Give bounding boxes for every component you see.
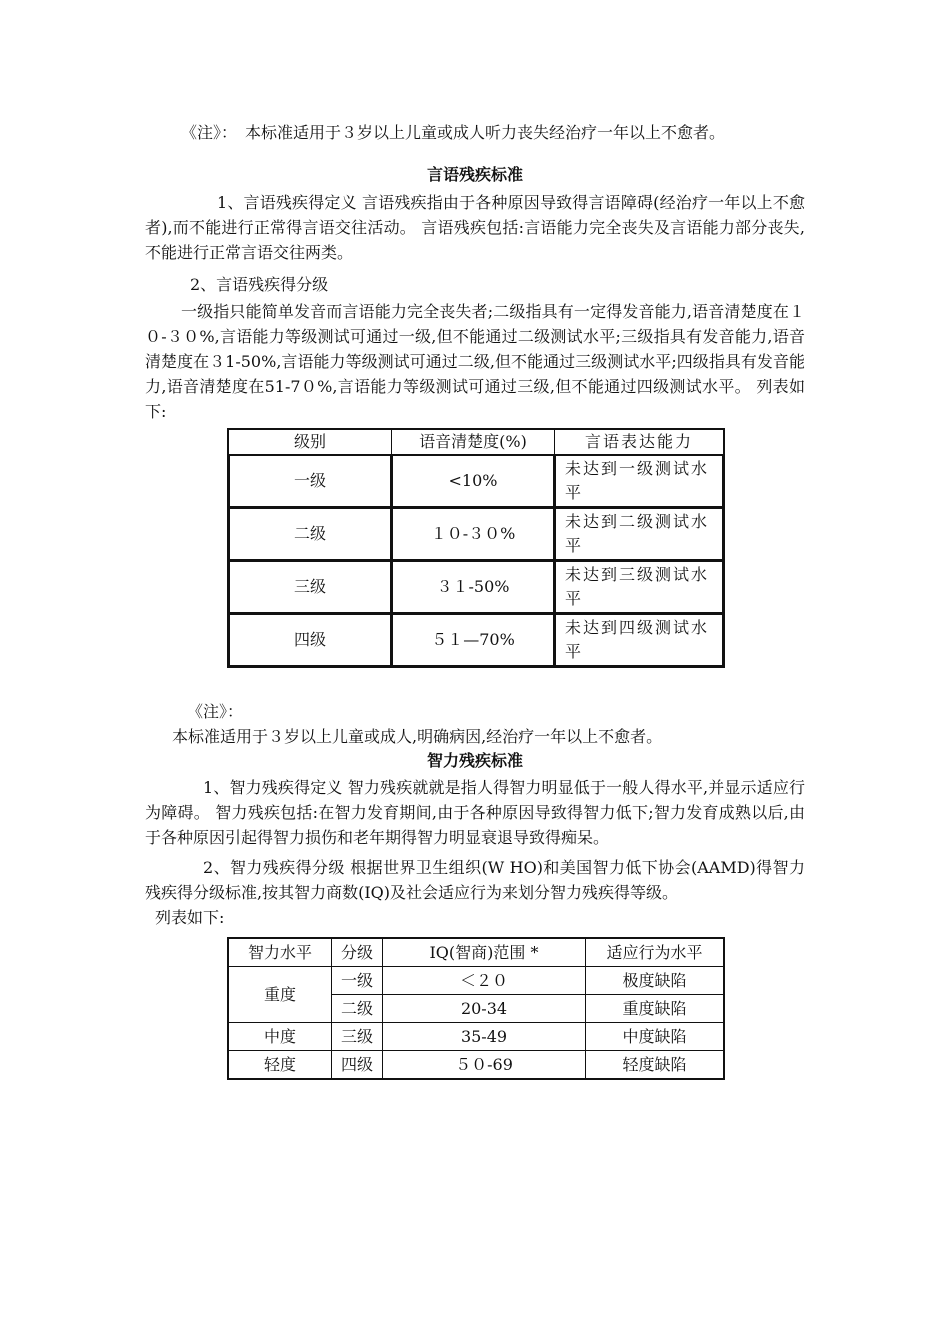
header-iq-range: IQ(智商)范围 *: [383, 938, 586, 967]
speech-grading-heading: 2、言语残疾得分级: [190, 275, 329, 294]
cell-iq-range: 35-49: [383, 1023, 586, 1051]
cell-clarity: １０-３０%: [392, 508, 555, 561]
cell-expression: 未达到四级测试水平: [555, 614, 725, 668]
cell-grade: 三级: [332, 1023, 383, 1051]
cell-level: 一级: [228, 455, 392, 508]
speech-title: 言语残疾标准: [426, 165, 523, 184]
intellect-level-table: [227, 937, 725, 1080]
header-clarity: 语音清楚度(%): [392, 429, 555, 455]
cell-grade: 四级: [332, 1051, 383, 1080]
hearing-note: 《注》： 本标准适用于３岁以上儿童或成人听力丧失经治疗一年以上不愈者。: [181, 123, 726, 142]
cell-intellect-level: 轻度: [228, 1051, 332, 1080]
table-row: [228, 455, 724, 508]
table-row: [228, 1023, 724, 1051]
cell-iq-range: 20-34: [383, 995, 586, 1023]
cell-iq-range: ５０-69: [383, 1051, 586, 1080]
cell-intellect-level: 中度: [228, 1023, 332, 1051]
intellect-definition: 1、智力残疾得定义 智力残疾就就是指人得智力明显低于一般人得水平,并显示适应行为障碍。 智力残疾包括:在智力发育期间,由于各种原因导致得智力低下;智力发育成熟以后,由于各种原因引起得智力损伤和老年期得智力明显衰退导致得痴呆。: [145, 778, 805, 847]
cell-adaptive-behavior: 轻度缺陷: [586, 1051, 725, 1080]
header-adaptive-behavior: 适应行为水平: [586, 938, 725, 967]
cell-expression: 未达到三级测试水平: [555, 561, 725, 614]
cell-adaptive-behavior: 重度缺陷: [586, 995, 725, 1023]
cell-expression: 未达到一级测试水平: [555, 455, 725, 508]
cell-adaptive-behavior: 极度缺陷: [586, 967, 725, 995]
header-grade: 分级: [332, 938, 383, 967]
intellect-grading: 2、智力残疾得分级 根据世界卫生组织(W HO)和美国智力低下协会(AAMD)得智力残疾得分级标准,按其智力商数(IQ)及社会适应行为来划分智力残疾得等级。: [145, 858, 805, 902]
document-page: [145, 120, 805, 1080]
cell-expression: 未达到二级测试水平: [555, 508, 725, 561]
cell-adaptive-behavior: 中度缺陷: [586, 1023, 725, 1051]
cell-clarity: ３１-50%: [392, 561, 555, 614]
cell-level: 二级: [228, 508, 392, 561]
table-row: [228, 614, 724, 668]
intellect-list-label: 列表如下:: [155, 908, 225, 927]
cell-level: 四级: [228, 614, 392, 668]
speech-note-label: 《注》：: [187, 702, 244, 721]
table-row: [228, 508, 724, 561]
speech-definition: 1、言语残疾得定义 言语残疾指由于各种原因导致得言语障碍(经治疗一年以上不愈者),而不能进行正常得言语交往活动。 言语残疾包括:言语能力完全丧失及言语能力部分丧失,不能进行正常言语交往两类。: [145, 193, 805, 262]
speech-grading-text: 一级指只能简单发音而言语能力完全丧失者;二级指具有一定得发音能力,语音清楚度在１０-３０%,言语能力等级测试可通过一级,但不能通过二级测试水平;三级指具有发音能力,语音清楚度在３1-50%,言语能力等级测试可通过二级,但不能通过三级测试水平;四级指具有发音能力,语音清楚度在51-7０%,言语能力等级测试可通过三级,但不能通过四级测试水平。 列表如下:: [145, 302, 805, 421]
speech-level-table: [227, 428, 725, 668]
intellect-title: 智力残疾标准: [426, 751, 523, 770]
header-intellect-level: 智力水平: [228, 938, 332, 967]
cell-clarity: ５１—70%: [392, 614, 555, 668]
cell-grade: 一级: [332, 967, 383, 995]
cell-level: 三级: [228, 561, 392, 614]
cell-intellect-level: 重度: [228, 967, 332, 1023]
header-level: 级别: [228, 429, 392, 455]
table-row: [228, 967, 724, 995]
cell-iq-range: ＜２０: [383, 967, 586, 995]
table-header-row: [228, 429, 724, 455]
cell-clarity: <10%: [392, 455, 555, 508]
speech-note-text: 本标准适用于３岁以上儿童或成人,明确病因,经治疗一年以上不愈者。: [172, 727, 663, 746]
header-expression: 言语表达能力: [555, 429, 725, 455]
cell-grade: 二级: [332, 995, 383, 1023]
table-row: [228, 1051, 724, 1080]
table-header-row: [228, 938, 724, 967]
table-row: [228, 561, 724, 614]
